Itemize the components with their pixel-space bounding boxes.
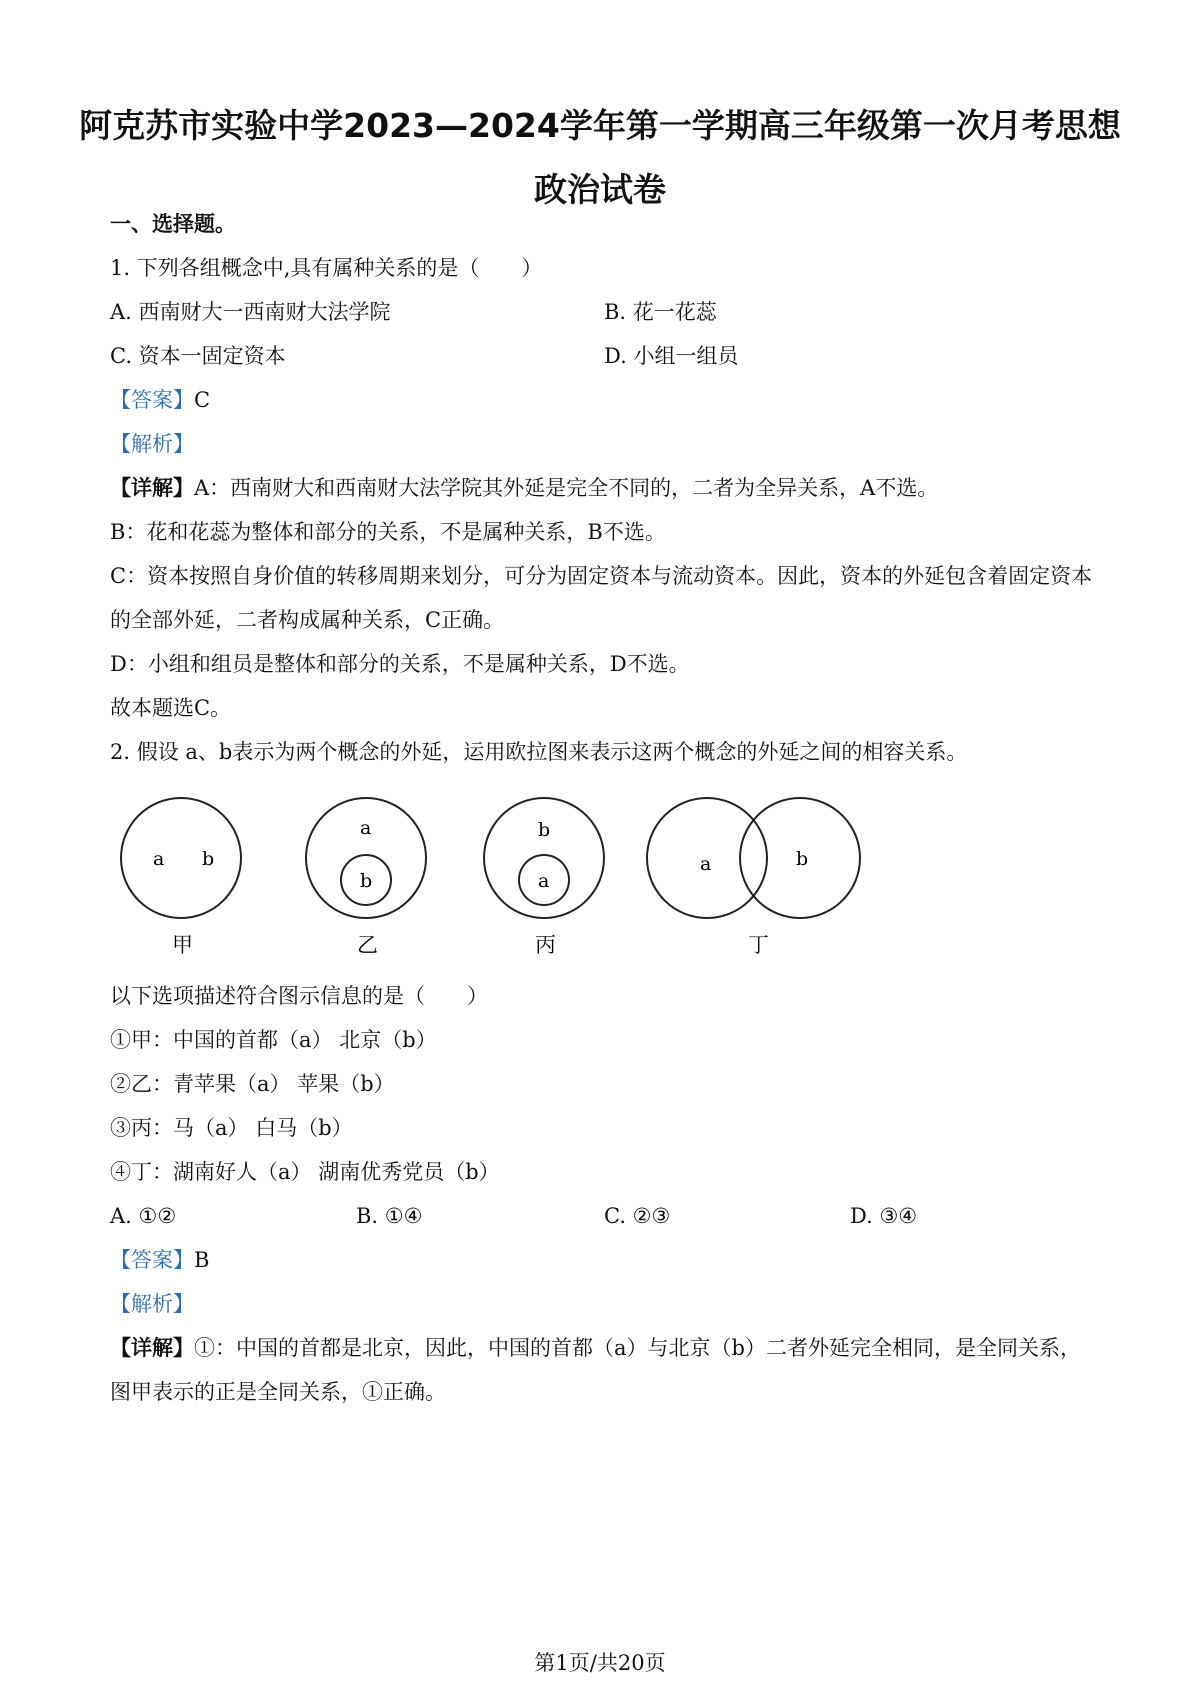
bing-outer-circle [484, 798, 604, 918]
q2-option-c: C. ②③ [604, 1204, 671, 1228]
bing-inner-label: a [538, 870, 550, 892]
q1-stem: 1. 下列各组概念中,具有属种关系的是（ ） [110, 256, 543, 280]
diagram-jia [121, 798, 241, 957]
q1-detail-text: A：西南财大和西南财大法学院其外延是完全不同的，二者为全异关系，A不选。 [194, 476, 939, 500]
q1-detail-line: C：资本按照自身价值的转移周期来划分，可分为固定资本与流动资本。因此，资本的外延包含着固定资本 [110, 564, 1093, 588]
yi-outer-label: a [360, 817, 372, 839]
q1-answer-value: C [194, 388, 211, 412]
q2-answer-tag: 【答案】 [110, 1248, 194, 1272]
jia-label-a: a [153, 848, 165, 870]
ding-label-b: b [796, 848, 809, 870]
q2-option-d: D. ③④ [850, 1204, 918, 1228]
q2-detail-line [110, 1334, 1081, 1362]
yi-outer-circle [306, 798, 426, 918]
ding-caption: 丁 [748, 933, 769, 957]
q1-detail-line: 的全部外延，二者构成属种关系，C正确。 [110, 608, 505, 632]
q1-answer [110, 386, 210, 414]
q2-item-1: ①甲：中国的首都（a） 北京（b） [110, 1028, 437, 1052]
q1-answer-tag: 【答案】 [110, 388, 194, 412]
q2-option-a: A. ①② [110, 1204, 177, 1228]
exam-title-line2: 政治试卷 [534, 170, 666, 209]
q1-option-c: C. 资本一固定资本 [110, 344, 286, 368]
q1-conclusion: 故本题选C。 [110, 696, 232, 720]
q1-detail-line: D：小组和组员是整体和部分的关系，不是属种关系，D不选。 [110, 652, 690, 676]
jia-label-b: b [202, 848, 215, 870]
ding-label-a: a [700, 853, 712, 875]
jia-circle [121, 798, 241, 918]
q1-detail-line: B：花和花蕊为整体和部分的关系，不是属种关系，B不选。 [110, 520, 666, 544]
q1-detail-tag: 【详解】 [110, 476, 194, 500]
q2-answer-value: B [194, 1248, 210, 1272]
diagram-bing [484, 798, 604, 957]
section-heading: 一、选择题。 [110, 212, 236, 236]
q2-stem: 2. 假设 a、b表示为两个概念的外延，运用欧拉图来表示这两个概念的外延之间的相容关系。 [110, 740, 968, 764]
q2-item-4: ④丁：湖南好人（a） 湖南优秀党员（b） [110, 1160, 500, 1184]
q2-answer [110, 1246, 209, 1274]
bing-outer-label: b [538, 819, 551, 841]
jia-caption: 甲 [172, 933, 193, 957]
page-footer: 第1页/共20页 [534, 1651, 666, 1675]
q2-detail-text: ①：中国的首都是北京，因此，中国的首都（a）与北京（b）二者外延完全相同，是全同关系， [194, 1336, 1081, 1360]
q2-detail-line: 图甲表示的正是全同关系，①正确。 [110, 1380, 446, 1404]
diagram-yi [306, 798, 426, 957]
q1-detail-line [110, 474, 938, 502]
q2-option-b: B. ①④ [356, 1204, 423, 1228]
q2-detail-tag: 【详解】 [110, 1336, 194, 1360]
q1-option-a: A. 西南财大一西南财大法学院 [110, 300, 391, 324]
bing-caption: 丙 [535, 933, 556, 957]
q2-item-3: ③丙：马（a） 白马（b） [110, 1116, 353, 1140]
yi-inner-label: b [360, 870, 373, 892]
q2-item-2: ②乙：青苹果（a） 苹果（b） [110, 1072, 395, 1096]
q2-analysis-tag: 【解析】 [110, 1292, 194, 1316]
exam-title-line1: 阿克苏市实验中学2023—2024学年第一学期高三年级第一次月考思想 [79, 106, 1121, 145]
q1-option-b: B. 花一花蕊 [604, 300, 717, 324]
diagram-ding [647, 798, 860, 957]
q1-analysis-tag: 【解析】 [110, 432, 194, 456]
yi-caption: 乙 [357, 933, 378, 957]
q1-option-d: D. 小组一组员 [604, 344, 739, 368]
q2-question: 以下选项描述符合图示信息的是（ ） [110, 984, 488, 1008]
euler-diagram [0, 790, 1200, 970]
